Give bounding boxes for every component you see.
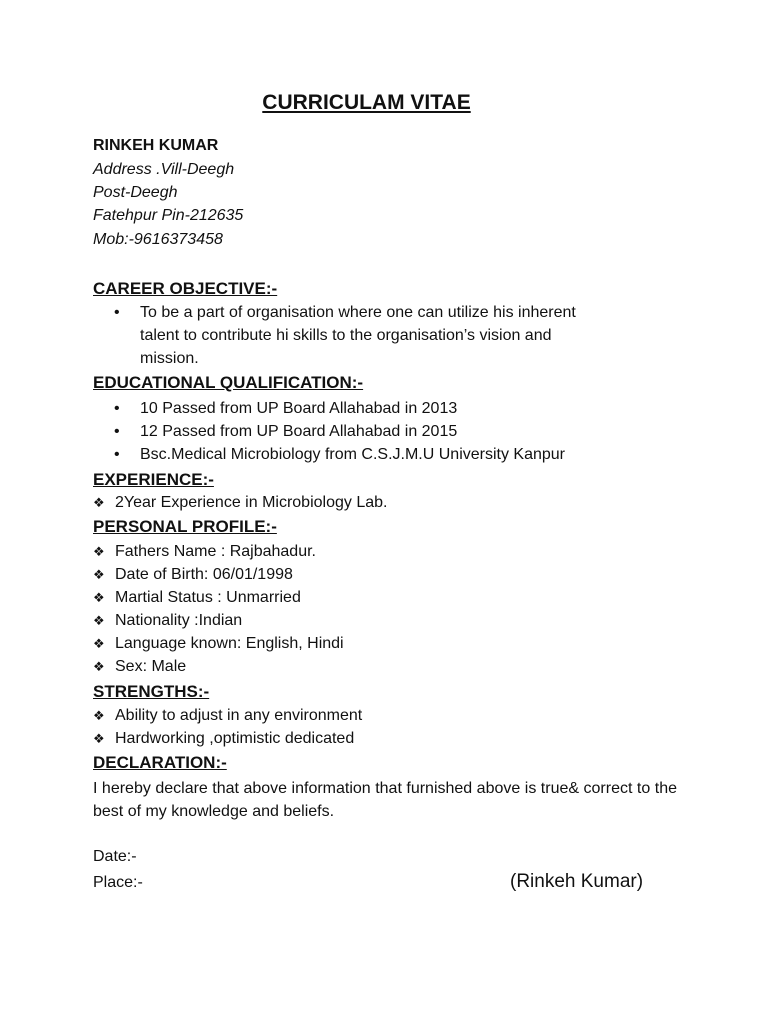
- diamond-bullet-icon: ❖: [93, 614, 105, 629]
- diamond-bullet-icon: ❖: [93, 732, 105, 747]
- diamond-bullet-icon: ❖: [93, 568, 105, 583]
- profile-item: [93, 635, 344, 653]
- profile-item: [93, 589, 301, 607]
- diamond-bullet-icon: ❖: [93, 709, 105, 724]
- strength-item: [93, 707, 362, 725]
- diamond-bullet-icon: ❖: [93, 660, 105, 675]
- profile-item: [93, 543, 316, 561]
- strength-item-text: Hardworking ,optimistic dedicated: [115, 730, 355, 747]
- experience-heading: EXPERIENCE:-: [93, 470, 214, 489]
- date-label: Date:-: [93, 848, 137, 865]
- education-heading: EDUCATIONAL QUALIFICATION:-: [93, 373, 364, 392]
- diamond-bullet-icon: ❖: [93, 545, 105, 560]
- mobile-line: Mob:-9616373458: [93, 231, 223, 248]
- career-objective-heading: CAREER OBJECTIVE:-: [93, 279, 278, 298]
- place-label: Place:-: [93, 874, 143, 891]
- bullet-icon: •: [114, 400, 120, 417]
- bullet-icon: •: [114, 423, 120, 440]
- objective-line: To be a part of organisation where one can utilize his inherent: [140, 304, 576, 321]
- education-item: 10 Passed from UP Board Allahabad in 2013: [140, 400, 458, 417]
- signature-name: (Rinkeh Kumar): [510, 871, 644, 892]
- profile-item-text: Fathers Name : Rajbahadur.: [115, 543, 316, 560]
- profile-item-text: Nationality :Indian: [115, 612, 243, 629]
- diamond-bullet-icon: ❖: [93, 591, 105, 606]
- strengths-heading: STRENGTHS:-: [93, 682, 210, 701]
- declaration-text: I hereby declare that above information that furnished above is true& correct to the best of my knowledge and beliefs.: [93, 780, 677, 820]
- declaration-heading: DECLARATION:-: [93, 753, 227, 772]
- experience-item: [93, 494, 387, 512]
- profile-item-text: Sex: Male: [115, 658, 187, 675]
- profile-item: [93, 566, 293, 584]
- address-line: Address .Vill-Deegh: [93, 161, 235, 178]
- profile-item: [93, 612, 242, 630]
- profile-item-text: Date of Birth: 06/01/1998: [115, 566, 293, 583]
- personal-profile-heading: PERSONAL PROFILE:-: [93, 517, 277, 536]
- education-item: 12 Passed from UP Board Allahabad in 2015: [140, 423, 458, 440]
- profile-item: [93, 658, 186, 676]
- bullet-icon: •: [114, 304, 120, 321]
- profile-item-text: Language known: English, Hindi: [115, 635, 344, 652]
- experience-item-text: 2Year Experience in Microbiology Lab.: [115, 494, 388, 511]
- post-line: Post-Deegh: [93, 184, 178, 201]
- diamond-bullet-icon: ❖: [93, 496, 105, 511]
- document-title: CURRICULAM VITAE: [262, 91, 471, 114]
- strength-item: [93, 730, 354, 748]
- strength-item-text: Ability to adjust in any environment: [115, 707, 363, 724]
- objective-line: mission.: [140, 350, 199, 367]
- city-pin-line: Fatehpur Pin-212635: [93, 207, 244, 224]
- objective-line: talent to contribute hi skills to the organisation’s vision and: [140, 327, 552, 344]
- bullet-icon: •: [114, 446, 120, 463]
- profile-item-text: Martial Status : Unmarried: [115, 589, 301, 606]
- candidate-name: RINKEH KUMAR: [93, 137, 219, 154]
- education-item: Bsc.Medical Microbiology from C.S.J.M.U University Kanpur: [140, 446, 566, 463]
- diamond-bullet-icon: ❖: [93, 637, 105, 652]
